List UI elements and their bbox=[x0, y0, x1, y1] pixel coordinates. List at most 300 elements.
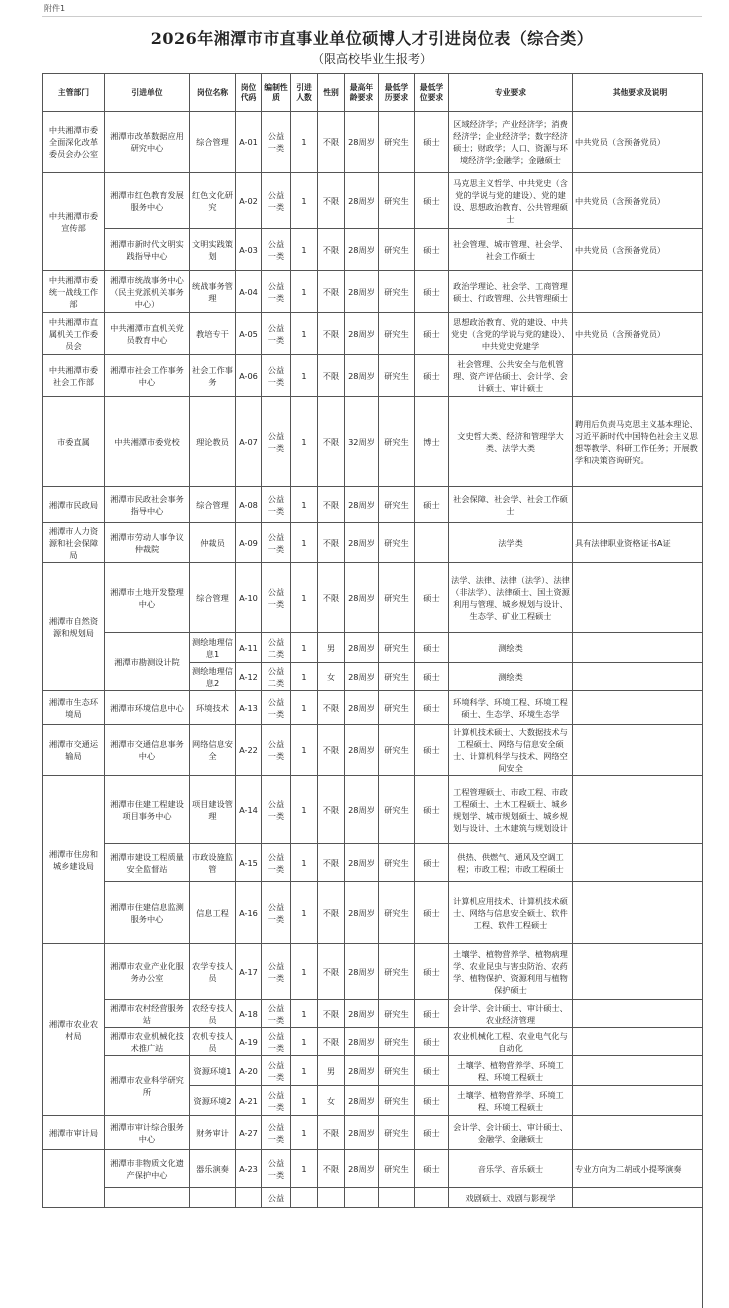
cell-post: 环境技术 bbox=[190, 691, 236, 725]
cell-nature: 公益一类 bbox=[262, 725, 291, 776]
cell-nature: 公益一类 bbox=[262, 313, 291, 355]
cell-count: 1 bbox=[291, 944, 318, 1000]
cell-major: 土壤学、植物营养学、环境工程、环境工程硕士 bbox=[449, 1056, 573, 1086]
table-row bbox=[43, 882, 708, 944]
cell-post: 社会工作事务 bbox=[190, 355, 236, 397]
cell-post: 网络信息安全 bbox=[190, 725, 236, 776]
table-row bbox=[43, 944, 708, 1000]
cell-age: 28周岁 bbox=[345, 1056, 379, 1086]
cell-degree: 硕士 bbox=[415, 882, 449, 944]
header-count: 引进人数 bbox=[291, 74, 318, 112]
cell-dept: 中共湘潭市委全面深化改革委员会办公室 bbox=[43, 112, 105, 173]
cell-age bbox=[345, 1188, 379, 1208]
cell-age: 28周岁 bbox=[345, 633, 379, 663]
cell-nature: 公益一类 bbox=[262, 1150, 291, 1188]
cell-unit: 湘潭市改革数据应用研究中心 bbox=[105, 112, 190, 173]
header-gender: 性别 bbox=[318, 74, 345, 112]
cell-dept: 湘潭市民政局 bbox=[43, 487, 105, 523]
cell-code: A-03 bbox=[236, 229, 262, 271]
cell-unit: 湘潭市农业机械化技术推广站 bbox=[105, 1028, 190, 1056]
cell-code: A-23 bbox=[236, 1150, 262, 1188]
cell-nature: 公益一类 bbox=[262, 1028, 291, 1056]
cell-age: 28周岁 bbox=[345, 487, 379, 523]
table-row bbox=[43, 313, 708, 355]
cell-nature: 公益一类 bbox=[262, 112, 291, 173]
cell-nature: 公益一类 bbox=[262, 229, 291, 271]
cell-nature: 公益二类 bbox=[262, 633, 291, 663]
cell-code: A-07 bbox=[236, 397, 262, 487]
cell-major: 文史哲大类、经济和管理学大类、法学大类 bbox=[449, 397, 573, 487]
table-row bbox=[43, 844, 708, 882]
cell-nature: 公益一类 bbox=[262, 1056, 291, 1086]
cell-nature: 公益一类 bbox=[262, 776, 291, 844]
cell-edu: 研究生 bbox=[379, 1116, 415, 1150]
cell-note: 专业方向为二胡或小提琴演奏 bbox=[573, 1150, 708, 1188]
cell-count: 1 bbox=[291, 1028, 318, 1056]
cell-unit: 湘潭市农村经营服务站 bbox=[105, 1000, 190, 1028]
cell-unit: 湘潭市非物质文化遗产保护中心 bbox=[105, 1150, 190, 1188]
cell-nature: 公益一类 bbox=[262, 397, 291, 487]
cell-unit: 湘潭市建设工程质量安全监督站 bbox=[105, 844, 190, 882]
cell-gender: 不限 bbox=[318, 776, 345, 844]
cell-code: A-04 bbox=[236, 271, 262, 313]
cell-age: 28周岁 bbox=[345, 844, 379, 882]
cell-post: 综合管理 bbox=[190, 563, 236, 633]
cell-edu: 研究生 bbox=[379, 882, 415, 944]
cell-age: 28周岁 bbox=[345, 1086, 379, 1116]
cell-nature: 公益一类 bbox=[262, 1086, 291, 1116]
cell-count: 1 bbox=[291, 173, 318, 229]
cell-dept: 湘潭市审计局 bbox=[43, 1116, 105, 1150]
cell-edu: 研究生 bbox=[379, 112, 415, 173]
cell-degree: 硕士 bbox=[415, 776, 449, 844]
cell-nature: 公益一类 bbox=[262, 691, 291, 725]
cell-major: 戏剧硕士、戏剧与影视学 bbox=[449, 1188, 573, 1208]
cell-degree: 硕士 bbox=[415, 844, 449, 882]
cell-age: 28周岁 bbox=[345, 691, 379, 725]
cell-degree: 博士 bbox=[415, 397, 449, 487]
cell-age: 28周岁 bbox=[345, 355, 379, 397]
table-row bbox=[43, 523, 708, 563]
cell-major: 供热、供燃气、通风及空调工程；市政工程；市政工程硕士 bbox=[449, 844, 573, 882]
cell-gender: 不限 bbox=[318, 882, 345, 944]
cell-post: 农经专技人员 bbox=[190, 1000, 236, 1028]
header-note: 其他要求及说明 bbox=[573, 74, 708, 112]
cell-edu: 研究生 bbox=[379, 523, 415, 563]
cell-nature: 公益 bbox=[262, 1188, 291, 1208]
cell-edu bbox=[379, 1188, 415, 1208]
cell-dept: 市委直属 bbox=[43, 397, 105, 487]
cell-nature: 公益一类 bbox=[262, 563, 291, 633]
header-code: 岗位代码 bbox=[236, 74, 262, 112]
cell-age: 28周岁 bbox=[345, 1000, 379, 1028]
cell-count: 1 bbox=[291, 691, 318, 725]
page-subtitle: （限高校毕业生报考） bbox=[311, 52, 432, 66]
cell-unit: 湘潭市住建信息监测服务中心 bbox=[105, 882, 190, 944]
cell-count: 1 bbox=[291, 487, 318, 523]
cell-unit: 湘潭市土地开发整理中心 bbox=[105, 563, 190, 633]
cell-age: 28周岁 bbox=[345, 725, 379, 776]
cell-nature: 公益一类 bbox=[262, 523, 291, 563]
cell-age: 28周岁 bbox=[345, 271, 379, 313]
cell-major: 工程管理硕士、市政工程、市政工程硕士、土木工程硕士、城乡规划学、城市规划硕士、城乡规划与设计、土木建筑与规划设计 bbox=[449, 776, 573, 844]
cell-nature: 公益一类 bbox=[262, 844, 291, 882]
cell-unit: 湘潭市劳动人事争议仲裁院 bbox=[105, 523, 190, 563]
cell-edu: 研究生 bbox=[379, 844, 415, 882]
cell-unit: 湘潭市民政社会事务指导中心 bbox=[105, 487, 190, 523]
cell-post: 教培专干 bbox=[190, 313, 236, 355]
cell-post: 财务审计 bbox=[190, 1116, 236, 1150]
cell-major: 区域经济学；产业经济学；消费经济学；企业经济学；数字经济硕士；财政学；人口、资源与环境经济学;金融学；金融硕士 bbox=[449, 112, 573, 173]
table-row bbox=[43, 487, 708, 523]
cell-count: 1 bbox=[291, 355, 318, 397]
cell-gender: 不限 bbox=[318, 944, 345, 1000]
cell-post: 测绘地理信息2 bbox=[190, 663, 236, 691]
table-row bbox=[43, 271, 708, 313]
cell-major: 计算机技术硕士、大数据技术与工程硕士、网络与信息安全硕士、计算机科学与技术、网络空间安全 bbox=[449, 725, 573, 776]
cell-edu: 研究生 bbox=[379, 487, 415, 523]
cell-unit: 湘潭市住建工程建设项目事务中心 bbox=[105, 776, 190, 844]
table-row bbox=[43, 112, 708, 173]
cell-count: 1 bbox=[291, 1116, 318, 1150]
cell-code: A-15 bbox=[236, 844, 262, 882]
cell-nature: 公益一类 bbox=[262, 173, 291, 229]
cell-nature: 公益二类 bbox=[262, 663, 291, 691]
cell-major: 土壤学、植物营养学、植物病理学、农业昆虫与害虫防治、农药学、植物保护、资源利用与植物保护硕士 bbox=[449, 944, 573, 1000]
cell-code: A-12 bbox=[236, 663, 262, 691]
cell-dept: 湘潭市人力资源和社会保障局 bbox=[43, 523, 105, 563]
cell-gender: 不限 bbox=[318, 1150, 345, 1188]
cell-count: 1 bbox=[291, 1150, 318, 1188]
cell-edu: 研究生 bbox=[379, 1000, 415, 1028]
cell-nature: 公益一类 bbox=[262, 1116, 291, 1150]
cell-note bbox=[573, 1056, 708, 1086]
cell-code: A-08 bbox=[236, 487, 262, 523]
cell-major: 会计学、会计硕士、审计硕士、金融学、金融硕士 bbox=[449, 1116, 573, 1150]
cell-edu: 研究生 bbox=[379, 1086, 415, 1116]
cell-unit: 湘潭市新时代文明实践指导中心 bbox=[105, 229, 190, 271]
cell-major: 政治学理论、社会学、工商管理硕士、行政管理、公共管理硕士 bbox=[449, 271, 573, 313]
cell-degree: 硕士 bbox=[415, 725, 449, 776]
cell-code: A-13 bbox=[236, 691, 262, 725]
cell-count: 1 bbox=[291, 1000, 318, 1028]
cell-post: 测绘地理信息1 bbox=[190, 633, 236, 663]
cell-code: A-19 bbox=[236, 1028, 262, 1056]
header-unit: 引进单位 bbox=[105, 74, 190, 112]
cell-major: 马克思主义哲学、中共党史（含党的学说与党的建设）、党的建设、思想政治教育、公共管理硕士 bbox=[449, 173, 573, 229]
cell-gender: 不限 bbox=[318, 313, 345, 355]
cell-unit: 湘潭市社会工作事务中心 bbox=[105, 355, 190, 397]
cell-post: 红色文化研究 bbox=[190, 173, 236, 229]
cell-code: A-06 bbox=[236, 355, 262, 397]
cell-code: A-01 bbox=[236, 112, 262, 173]
cell-gender: 不限 bbox=[318, 523, 345, 563]
table-row bbox=[43, 633, 708, 663]
cell-post: 信息工程 bbox=[190, 882, 236, 944]
cell-degree: 硕士 bbox=[415, 1056, 449, 1086]
cell-gender: 不限 bbox=[318, 271, 345, 313]
cell-nature: 公益一类 bbox=[262, 355, 291, 397]
cell-count: 1 bbox=[291, 563, 318, 633]
cell-note bbox=[573, 271, 708, 313]
cell-gender: 不限 bbox=[318, 1000, 345, 1028]
cell-code: A-27 bbox=[236, 1116, 262, 1150]
cell-gender: 女 bbox=[318, 1086, 345, 1116]
cell-degree: 硕士 bbox=[415, 663, 449, 691]
cell-unit: 湘潭市农业科学研究所 bbox=[105, 1056, 190, 1116]
cell-major: 测绘类 bbox=[449, 663, 573, 691]
cell-post: 资源环境2 bbox=[190, 1086, 236, 1116]
cell-note bbox=[573, 776, 708, 844]
cell-edu: 研究生 bbox=[379, 229, 415, 271]
cell-gender: 不限 bbox=[318, 1028, 345, 1056]
cell-edu: 研究生 bbox=[379, 1028, 415, 1056]
cell-nature: 公益一类 bbox=[262, 944, 291, 1000]
cell-note bbox=[573, 633, 708, 663]
cell-post: 理论教员 bbox=[190, 397, 236, 487]
cell-post: 综合管理 bbox=[190, 112, 236, 173]
cell-major: 测绘类 bbox=[449, 633, 573, 663]
cell-gender: 不限 bbox=[318, 229, 345, 271]
cell-nature: 公益一类 bbox=[262, 271, 291, 313]
cell-degree: 硕士 bbox=[415, 563, 449, 633]
cell-major: 法学类 bbox=[449, 523, 573, 563]
cell-unit: 湘潭市农业产业化服务办公室 bbox=[105, 944, 190, 1000]
cell-count: 1 bbox=[291, 1086, 318, 1116]
cell-gender: 不限 bbox=[318, 487, 345, 523]
table-row bbox=[43, 776, 708, 844]
cell-gender: 不限 bbox=[318, 397, 345, 487]
cell-code: A-18 bbox=[236, 1000, 262, 1028]
cell-degree: 硕士 bbox=[415, 944, 449, 1000]
cell-note: 中共党员（含预备党员） bbox=[573, 173, 708, 229]
table-row bbox=[43, 229, 708, 271]
cell-post: 统战事务管理 bbox=[190, 271, 236, 313]
cell-nature: 公益一类 bbox=[262, 487, 291, 523]
cell-age: 28周岁 bbox=[345, 313, 379, 355]
table-row bbox=[43, 691, 708, 725]
cell-gender: 女 bbox=[318, 663, 345, 691]
cell-dept: 湘潭市住房和城乡建设局 bbox=[43, 776, 105, 944]
cell-major: 土壤学、植物营养学、环境工程、环境工程硕士 bbox=[449, 1086, 573, 1116]
cell-count: 1 bbox=[291, 1056, 318, 1086]
cell-count: 1 bbox=[291, 397, 318, 487]
cell-age: 28周岁 bbox=[345, 229, 379, 271]
cell-dept: 中共湘潭市直属机关工作委员会 bbox=[43, 313, 105, 355]
cell-edu: 研究生 bbox=[379, 691, 415, 725]
cell-code: A-21 bbox=[236, 1086, 262, 1116]
cell-post: 项目建设管理 bbox=[190, 776, 236, 844]
cell-edu: 研究生 bbox=[379, 725, 415, 776]
cell-unit: 中共湘潭市委党校 bbox=[105, 397, 190, 487]
cell-age: 28周岁 bbox=[345, 112, 379, 173]
cell-note bbox=[573, 1188, 708, 1208]
cell-count: 1 bbox=[291, 271, 318, 313]
cell-code: A-20 bbox=[236, 1056, 262, 1086]
cell-post: 综合管理 bbox=[190, 487, 236, 523]
cell-degree: 硕士 bbox=[415, 355, 449, 397]
cell-count: 1 bbox=[291, 663, 318, 691]
cell-degree: 硕士 bbox=[415, 173, 449, 229]
attachment-label: 附件1 bbox=[44, 4, 66, 13]
cell-note: 具有法律职业资格证书A证 bbox=[573, 523, 708, 563]
cell-code: A-10 bbox=[236, 563, 262, 633]
cell-degree: 硕士 bbox=[415, 1150, 449, 1188]
cell-degree bbox=[415, 523, 449, 563]
cell-degree: 硕士 bbox=[415, 487, 449, 523]
cell-major: 会计学、会计硕士、审计硕士、农业经济管理 bbox=[449, 1000, 573, 1028]
cell-gender: 不限 bbox=[318, 563, 345, 633]
cell-unit: 湘潭市勘测设计院 bbox=[105, 633, 190, 691]
cell-major: 法学、法律、法律（法学）、法律（非法学）、法律硕士、国土资源利用与管理、城乡规划与设计、生态学、矿业工程硕士 bbox=[449, 563, 573, 633]
cell-age: 28周岁 bbox=[345, 663, 379, 691]
table-row bbox=[43, 397, 708, 487]
cell-code: A-11 bbox=[236, 633, 262, 663]
cell-gender: 不限 bbox=[318, 725, 345, 776]
cell-age: 28周岁 bbox=[345, 1028, 379, 1056]
cell-note: 中共党员（含预备党员） bbox=[573, 229, 708, 271]
header-major: 专业要求 bbox=[449, 74, 573, 112]
cell-nature: 公益一类 bbox=[262, 882, 291, 944]
cell-degree: 硕士 bbox=[415, 1086, 449, 1116]
cell-major: 社会保障、社会学、社会工作硕士 bbox=[449, 487, 573, 523]
cell-degree: 硕士 bbox=[415, 1028, 449, 1056]
header-degree: 最低学位要求 bbox=[415, 74, 449, 112]
table-row bbox=[43, 173, 708, 229]
cell-note: 中共党员（含预备党员） bbox=[573, 112, 708, 173]
cell-unit: 湘潭市红色教育发展服务中心 bbox=[105, 173, 190, 229]
cell-edu: 研究生 bbox=[379, 355, 415, 397]
cell-code: A-09 bbox=[236, 523, 262, 563]
cell-major: 音乐学、音乐硕士 bbox=[449, 1150, 573, 1188]
cell-note: 聘用后负责马克思主义基本理论、习近平新时代中国特色社会主义思想等教学、科研工作任务；开展教学和决策咨询研究。 bbox=[573, 397, 708, 487]
cell-dept: 湘潭市农业农村局 bbox=[43, 944, 105, 1116]
cell-dept: 湘潭市自然资源和规划局 bbox=[43, 563, 105, 691]
cell-age: 28周岁 bbox=[345, 523, 379, 563]
cell-unit: 湘潭市环境信息中心 bbox=[105, 691, 190, 725]
sheet-top-gridline bbox=[42, 16, 702, 17]
cell-edu: 研究生 bbox=[379, 1056, 415, 1086]
header-nature: 编制性质 bbox=[262, 74, 291, 112]
cell-note bbox=[573, 1116, 708, 1150]
cell-edu: 研究生 bbox=[379, 313, 415, 355]
cell-gender: 不限 bbox=[318, 355, 345, 397]
cell-degree: 硕士 bbox=[415, 691, 449, 725]
cell-dept: 湘潭市生态环境局 bbox=[43, 691, 105, 725]
cell-count: 1 bbox=[291, 844, 318, 882]
table-row bbox=[43, 355, 708, 397]
cell-age: 28周岁 bbox=[345, 1116, 379, 1150]
cell-edu: 研究生 bbox=[379, 776, 415, 844]
cell-note bbox=[573, 1028, 708, 1056]
cell-count: 1 bbox=[291, 776, 318, 844]
table-row bbox=[43, 1188, 708, 1208]
cell-dept: 中共湘潭市委统一战线工作部 bbox=[43, 271, 105, 313]
cell-age: 28周岁 bbox=[345, 563, 379, 633]
table-row bbox=[43, 1056, 708, 1086]
cell-count: 1 bbox=[291, 725, 318, 776]
cell-post: 器乐演奏 bbox=[190, 1150, 236, 1188]
cropped-next-column bbox=[702, 73, 729, 1308]
cell-dept: 中共湘潭市委宣传部 bbox=[43, 173, 105, 271]
cell-code: A-16 bbox=[236, 882, 262, 944]
cell-major: 社会管理、公共安全与危机管理、资产评估硕士、会计学、会计硕士、审计硕士 bbox=[449, 355, 573, 397]
cell-dept: 湘潭市交通运输局 bbox=[43, 725, 105, 776]
cell-code: A-17 bbox=[236, 944, 262, 1000]
cell-gender: 男 bbox=[318, 1056, 345, 1086]
cell-unit bbox=[105, 1188, 190, 1208]
cell-code: A-22 bbox=[236, 725, 262, 776]
cell-gender: 不限 bbox=[318, 112, 345, 173]
cell-post: 农机专技人员 bbox=[190, 1028, 236, 1056]
cell-note bbox=[573, 725, 708, 776]
cell-note bbox=[573, 944, 708, 1000]
cell-count: 1 bbox=[291, 882, 318, 944]
cell-post: 文明实践策划 bbox=[190, 229, 236, 271]
header-age: 最高年龄要求 bbox=[345, 74, 379, 112]
positions-table bbox=[42, 73, 708, 1208]
cell-code: A-14 bbox=[236, 776, 262, 844]
cell-post: 市政设施监管 bbox=[190, 844, 236, 882]
cell-gender: 不限 bbox=[318, 173, 345, 229]
cell-major: 计算机应用技术、计算机技术硕士、网络与信息安全硕士、软件工程、软件工程硕士 bbox=[449, 882, 573, 944]
table-row bbox=[43, 1116, 708, 1150]
cell-code: A-02 bbox=[236, 173, 262, 229]
cell-note bbox=[573, 1086, 708, 1116]
header-dept: 主管部门 bbox=[43, 74, 105, 112]
cell-degree: 硕士 bbox=[415, 1000, 449, 1028]
cell-age: 32周岁 bbox=[345, 397, 379, 487]
cell-note bbox=[573, 563, 708, 633]
cell-dept bbox=[43, 1150, 105, 1208]
cell-age: 28周岁 bbox=[345, 882, 379, 944]
cell-note bbox=[573, 1000, 708, 1028]
cell-gender: 不限 bbox=[318, 844, 345, 882]
cell-post: 资源环境1 bbox=[190, 1056, 236, 1086]
header-post: 岗位名称 bbox=[190, 74, 236, 112]
cell-degree: 硕士 bbox=[415, 1116, 449, 1150]
cell-edu: 研究生 bbox=[379, 173, 415, 229]
cell-degree: 硕士 bbox=[415, 313, 449, 355]
table-row bbox=[43, 725, 708, 776]
cell-gender bbox=[318, 1188, 345, 1208]
table-row bbox=[43, 1028, 708, 1056]
cell-edu: 研究生 bbox=[379, 663, 415, 691]
cell-dept: 中共湘潭市委社会工作部 bbox=[43, 355, 105, 397]
cell-degree: 硕士 bbox=[415, 229, 449, 271]
cell-age: 28周岁 bbox=[345, 1150, 379, 1188]
cell-gender: 男 bbox=[318, 633, 345, 663]
cell-unit: 湘潭市交通信息事务中心 bbox=[105, 725, 190, 776]
table-row bbox=[43, 1000, 708, 1028]
cell-note bbox=[573, 663, 708, 691]
cell-note bbox=[573, 487, 708, 523]
cell-edu: 研究生 bbox=[379, 1150, 415, 1188]
cell-age: 28周岁 bbox=[345, 944, 379, 1000]
cell-count: 1 bbox=[291, 313, 318, 355]
cell-age: 28周岁 bbox=[345, 776, 379, 844]
cell-count: 1 bbox=[291, 523, 318, 563]
table-row bbox=[43, 563, 708, 633]
cell-edu: 研究生 bbox=[379, 633, 415, 663]
cell-edu: 研究生 bbox=[379, 271, 415, 313]
cell-major: 社会管理、城市管理、社会学、社会工作硕士 bbox=[449, 229, 573, 271]
cell-major: 思想政治教育、党的建设、中共党史（含党的学说与党的建设）、中共党史党建学 bbox=[449, 313, 573, 355]
cell-nature: 公益一类 bbox=[262, 1000, 291, 1028]
cell-count: 1 bbox=[291, 633, 318, 663]
cell-note bbox=[573, 691, 708, 725]
cell-gender: 不限 bbox=[318, 691, 345, 725]
